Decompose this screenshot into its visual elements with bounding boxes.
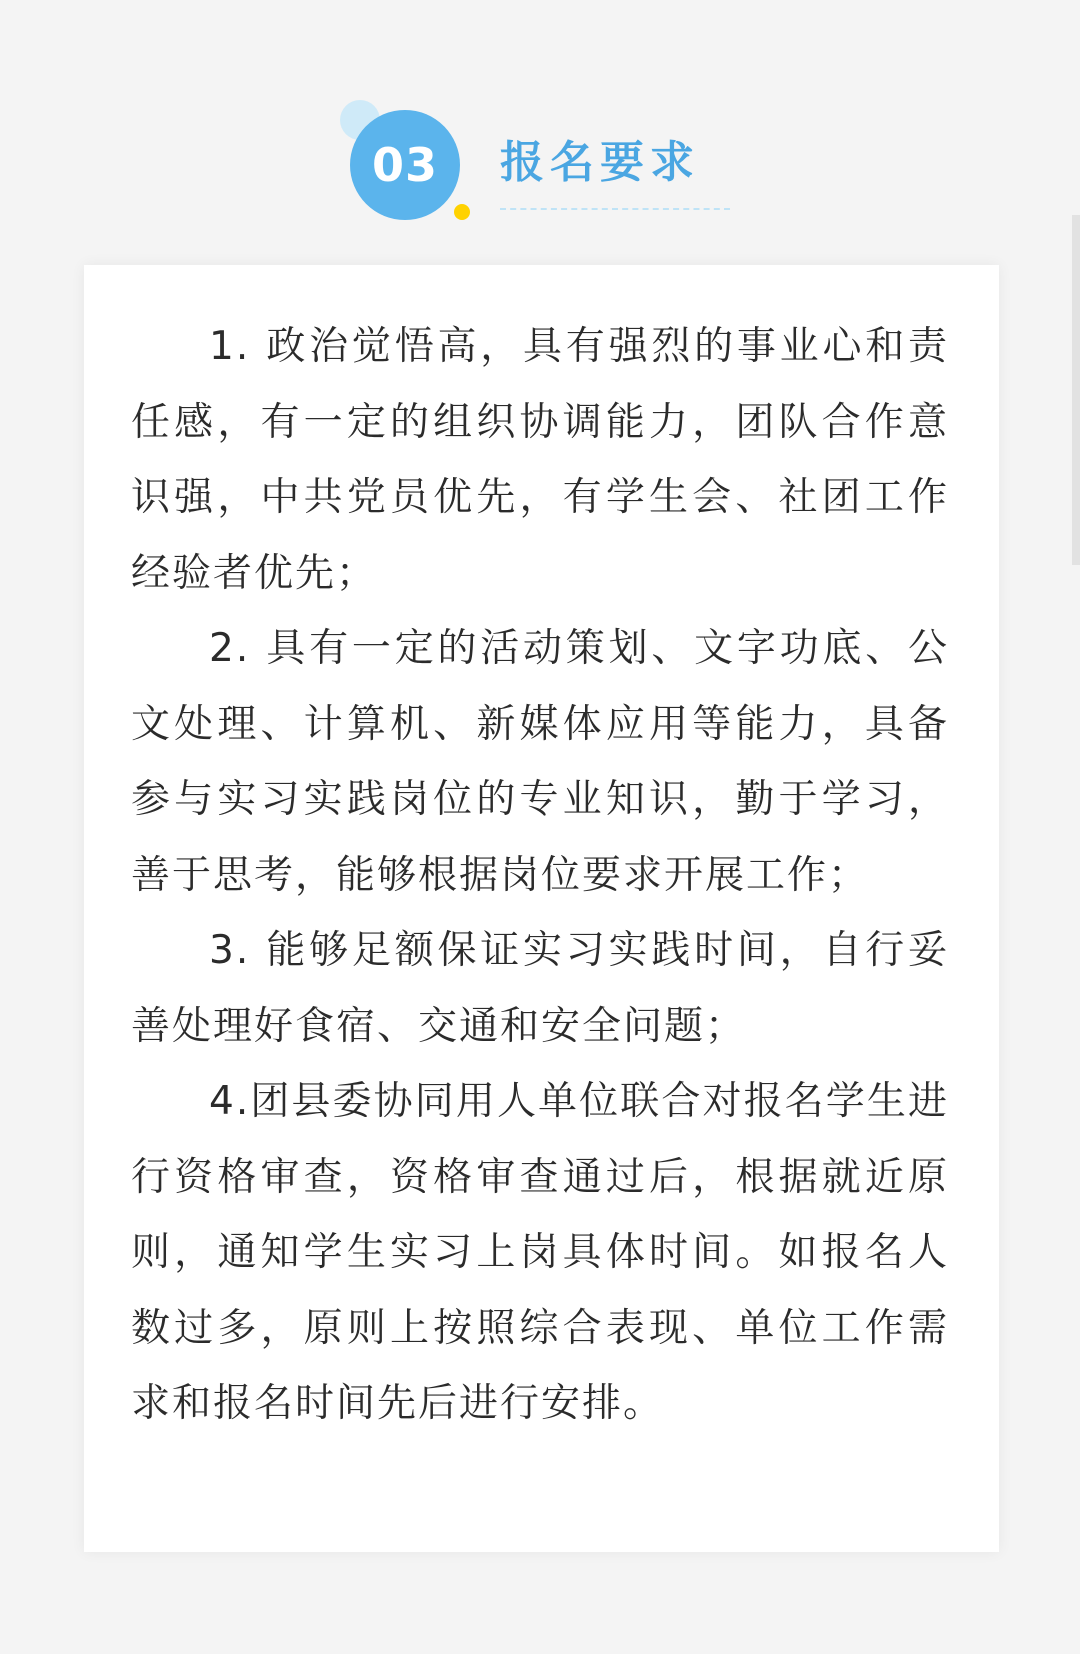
requirement-item-2: 2. 具有一定的活动策划、文字功底、公文处理、计算机、新媒体应用等能力，具备参与实习实践岗位的专业知识，勤于学习，善于思考，能够根据岗位要求开展工作； (131, 626, 949, 898)
requirement-item-4: 4.团县委协同用人单位联合对报名学生进行资格审查，资格审查通过后，根据就近原则，通知学生实习上岗具体时间。如报名人数过多，原则上按照综合表现、单位工作需求和报名时间先后进行安排。 (131, 1079, 949, 1426)
title-divider (500, 208, 730, 210)
requirement-item-3: 3. 能够足额保证实习实践时间，自行妥善处理好食宿、交通和安全问题； (131, 928, 949, 1049)
decorative-dot (454, 204, 470, 220)
section-number-badge: 03 (350, 110, 460, 220)
section-header (0, 0, 1080, 260)
requirements-card (84, 265, 999, 1552)
scrollbar[interactable] (1072, 215, 1080, 565)
section-title: 报名要求 (500, 137, 700, 188)
requirement-item-1: 1. 政治觉悟高，具有强烈的事业心和责任感，有一定的组织协调能力，团队合作意识强，中共党员优先，有学生会、社团工作经验者优先； (131, 324, 949, 596)
